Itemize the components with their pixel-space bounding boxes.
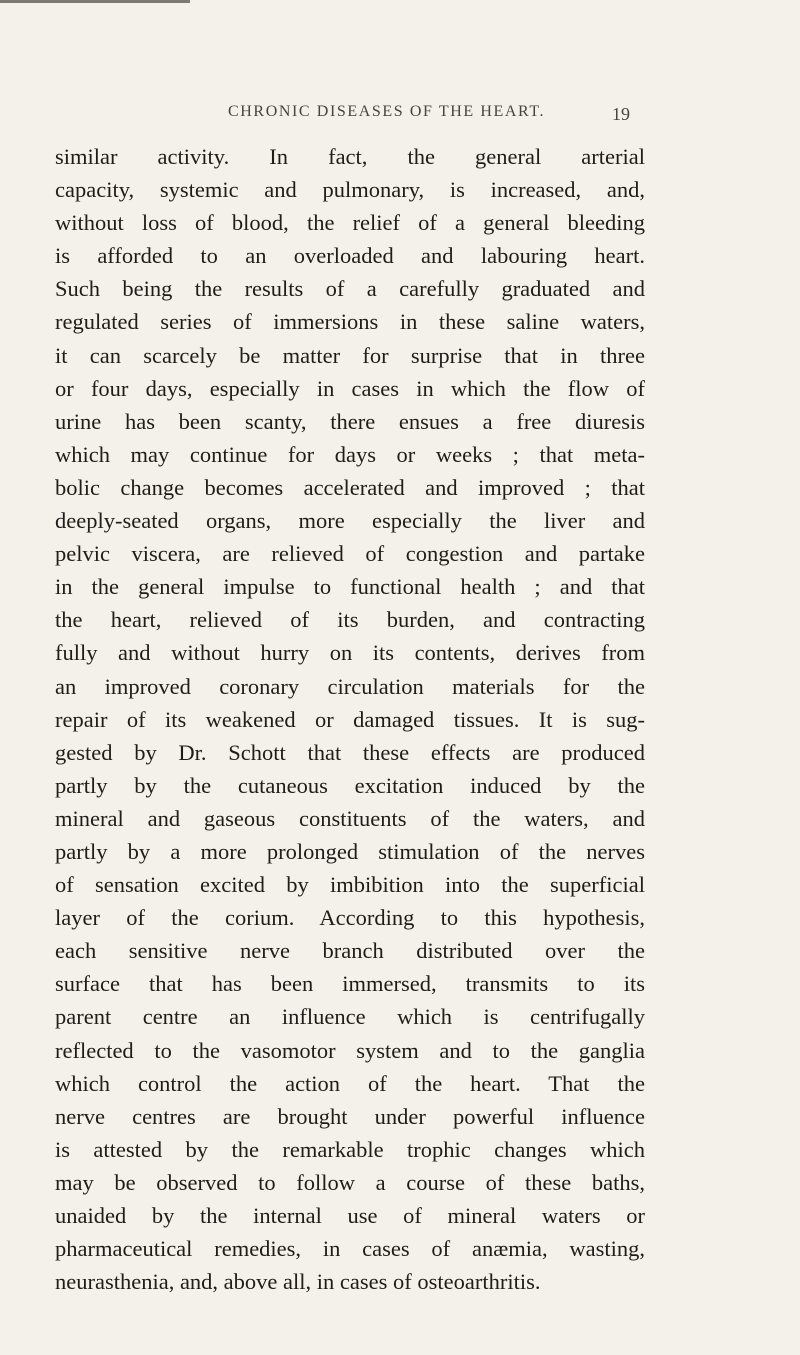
text-line: which may continue for days or weeks ; that meta- bbox=[55, 441, 645, 467]
text-line: mineral and gaseous constituents of the waters, and bbox=[55, 805, 645, 831]
text-line: repair of its weakened or damaged tissues. It is sug- bbox=[55, 706, 645, 732]
text-line: surface that has been immersed, transmits to its bbox=[55, 971, 645, 997]
text-line: regulated series of immersions in these saline waters, bbox=[55, 309, 645, 335]
text-line: which control the action of the heart. That the bbox=[55, 1070, 645, 1096]
text-line: partly by a more prolonged stimulation of the nerves bbox=[55, 838, 645, 864]
text-line: or four days, especially in cases in which the flow of bbox=[55, 375, 645, 401]
text-line: nerve centres are brought under powerful influence bbox=[55, 1103, 645, 1129]
text-line: without loss of blood, the relief of a general bleeding bbox=[55, 210, 645, 236]
text-line: of sensation excited by imbibition into the superficial bbox=[55, 872, 645, 898]
text-line: the heart, relieved of its burden, and contracting bbox=[55, 607, 645, 633]
text-line: pelvic viscera, are relieved of congestion and partake bbox=[55, 541, 645, 567]
page-number: 19 bbox=[612, 104, 630, 124]
text-line: an improved coronary circulation materials for the bbox=[55, 673, 645, 699]
top-edge-rule bbox=[0, 0, 190, 3]
running-head bbox=[228, 103, 608, 129]
body-text bbox=[55, 140, 645, 1298]
text-line: layer of the corium. According to this hypothesis, bbox=[55, 905, 645, 931]
text-line: is afforded to an overloaded and labouring heart. bbox=[55, 243, 645, 269]
text-line: reflected to the vasomotor system and to the ganglia bbox=[55, 1037, 645, 1063]
text-line: is attested by the remarkable trophic changes which bbox=[55, 1136, 645, 1162]
text-line: unaided by the internal use of mineral waters or bbox=[55, 1203, 645, 1228]
text-line: bolic change becomes accelerated and improved ; that bbox=[55, 474, 645, 500]
text-line: deeply-seated organs, more especially the liver and bbox=[55, 508, 645, 534]
text-line: each sensitive nerve branch distributed over the bbox=[55, 938, 645, 964]
text-line: may be observed to follow a course of these baths, bbox=[55, 1169, 645, 1195]
text-line: Such being the results of a carefully graduated and bbox=[55, 276, 645, 302]
text-line: in the general impulse to functional health ; and that bbox=[55, 574, 645, 600]
text-line: pharmaceutical remedies, in cases of anæmia, wasting, bbox=[55, 1236, 645, 1262]
text-line: partly by the cutaneous excitation induced by the bbox=[55, 772, 645, 798]
text-line: parent centre an influence which is centrifugally bbox=[55, 1004, 645, 1030]
text-line: urine has been scanty, there ensues a free diuresis bbox=[55, 408, 645, 434]
text-line: similar activity. In fact, the general arterial bbox=[55, 144, 645, 169]
text-line: gested by Dr. Schott that these effects are produced bbox=[55, 739, 645, 765]
text-line: fully and without hurry on its contents, derives from bbox=[55, 640, 645, 666]
text-line: capacity, systemic and pulmonary, is increased, and, bbox=[55, 177, 645, 203]
running-head-title: CHRONIC DISEASES OF THE HEART. bbox=[228, 103, 546, 120]
text-line: it can scarcely be matter for surprise that in three bbox=[55, 342, 645, 368]
text-line-last: neurasthenia, and, above all, in cases of osteoarthritis. bbox=[55, 1269, 541, 1295]
